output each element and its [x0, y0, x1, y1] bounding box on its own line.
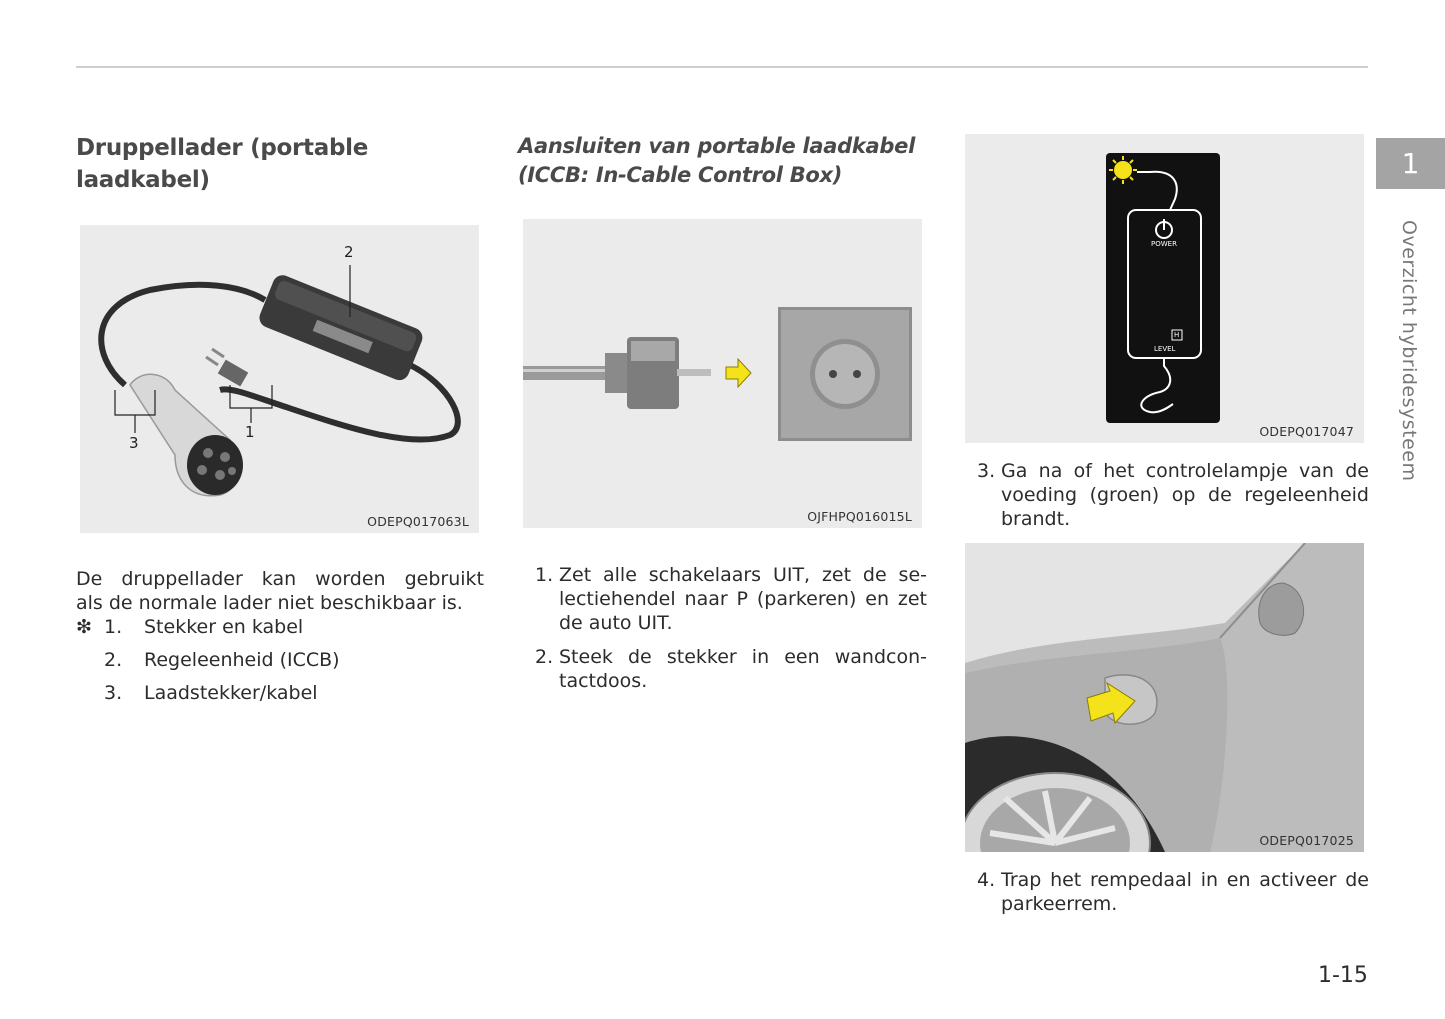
chapter-tab: 1: [1376, 138, 1445, 189]
steps-list: [535, 563, 927, 703]
step-item: 4. Trap het rempedaal in en activeer de parkeerrem.: [977, 869, 1369, 915]
asterisk-icon: ❇: [76, 616, 92, 638]
intro-paragraph: De druppellader kan worden gebruikt als de normale lader niet beschikbaar is.: [76, 568, 484, 614]
level-indicator: H: [1174, 331, 1180, 339]
section-heading-connect-cable: Aansluiten van portable laadkabel (ICCB: In-Cable Control Box): [518, 134, 915, 187]
callout-2: 2: [344, 243, 354, 261]
page-number: 1-15: [1318, 963, 1368, 988]
power-label: POWER: [1151, 240, 1177, 248]
legend-list: [76, 615, 484, 714]
callout-3: 3: [129, 434, 139, 452]
figure-code: ODEPQ017047: [1259, 424, 1354, 439]
legend-item: 2. Regeleenheid (ICCB): [104, 649, 340, 671]
chapter-title: Overzicht hybridesysteem: [1398, 220, 1420, 482]
top-rule: [76, 66, 1368, 68]
step-4: [977, 868, 1369, 926]
figure-code: OJFHPQ016015L: [807, 509, 912, 524]
step-item: 3. Ga na of het controlelampje van de voeding (groen) op de regeleenheid brandt.: [977, 460, 1369, 530]
step-3: [977, 459, 1369, 541]
figure-code: ODEPQ017025: [1259, 833, 1354, 848]
level-label: LEVEL: [1154, 345, 1176, 353]
callout-1: 1: [245, 423, 255, 441]
legend-item: ❇ 1. Stekker en kabel: [76, 616, 304, 638]
figure-car-charge-port: [965, 543, 1364, 852]
step-item: 2. Steek de stekker in een wandcon-tactdoos.: [535, 646, 927, 692]
legend-item: 3. Laadstekker/kabel: [104, 682, 318, 704]
step-item: 1. Zet alle schakelaars UIT, zet de se-lectiehendel naar P (parkeren) en zet de auto UIT.: [535, 564, 927, 634]
figure-control-box-indicator: [965, 134, 1364, 443]
figure-code: ODEPQ017063L: [367, 514, 469, 529]
section-heading-trickle-charger: Druppellader (portable laadkabel): [76, 135, 369, 193]
figure-plug-socket: [523, 219, 922, 528]
figure-portable-charger: [80, 225, 479, 533]
